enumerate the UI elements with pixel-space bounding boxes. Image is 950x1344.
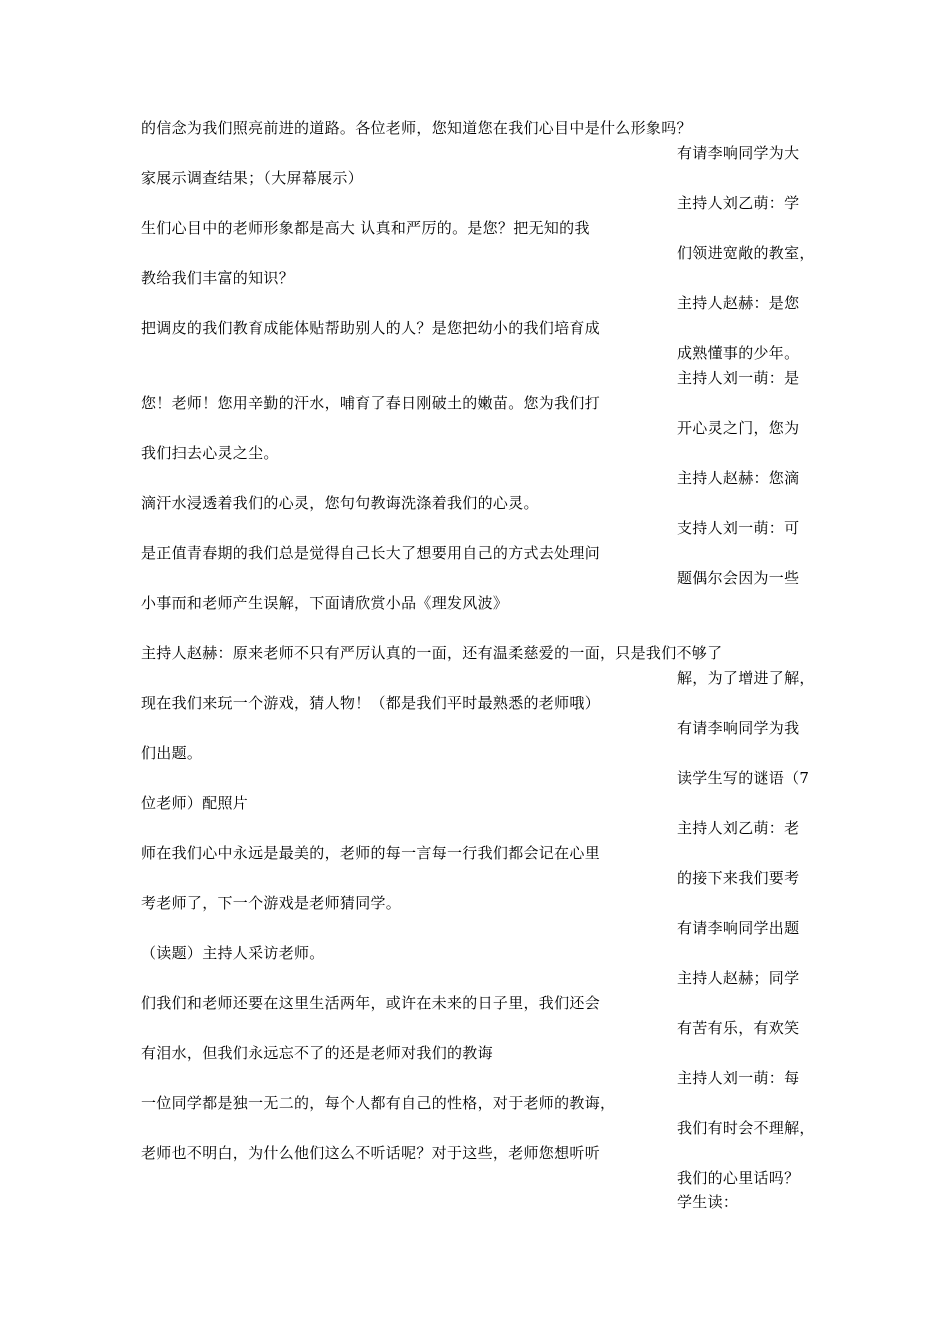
main-line-15: 师在我们心中永远是最美的，老师的每一言每一行我们都会记在心里 [141,844,601,862]
main-line-14: 位老师）配照片 [141,794,249,812]
main-line-1: 的信念为我们照亮前进的道路。各位老师，您知道您在我们心目中是什么形象吗？ [141,119,692,137]
side-line-18: 有苦有乐，有欢笑 [677,1019,800,1037]
main-line-9: 是正值青春期的我们总是觉得自己长大了想要用自己的方式去处理问 [141,544,601,562]
side-line-1: 有请李响同学为大 [677,144,800,162]
main-line-4: 教给我们丰富的知识？ [141,269,295,287]
side-line-19: 主持人刘一萌：每 [677,1069,800,1087]
main-line-5: 把调皮的我们教育成能体贴帮助别人的人？是您把幼小的我们培育成 [141,319,601,337]
main-line-19: 有泪水，但我们永远忘不了的还是老师对我们的教诲 [141,1044,493,1062]
side-line-5: 成熟懂事的少年。 [677,344,800,362]
side-line-20: 我们有时会不理解， [677,1119,815,1137]
main-line-21: 老师也不明白，为什么他们这么不听话呢？对于这些，老师您想听听 [141,1144,601,1162]
side-line-12: 有请李响同学为我 [677,719,800,737]
side-line-11: 解，为了增进了解， [677,669,815,687]
main-line-3: 生们心目中的老师形象都是高大 认真和严厉的。是您？把无知的我 [141,219,590,237]
side-line-9: 支持人刘一萌：可 [677,519,800,537]
main-line-10: 小事而和老师产生误解，下面请欣赏小品《理发风波》 [141,594,509,612]
main-line-6: 您！老师！您用辛勤的汗水，哺育了春日刚破土的嫩苗。您为我们打 [141,394,601,412]
main-line-16: 考老师了，下一个游戏是老师猜同学。 [141,894,402,912]
main-line-12: 现在我们来玩一个游戏，猜人物！（都是我们平时最熟悉的老师哦） [141,694,601,712]
side-line-10: 题偶尔会因为一些 [677,569,800,587]
side-line-15: 的接下来我们要考 [677,869,800,887]
side-line-17: 主持人赵赫；同学 [677,969,800,987]
main-line-13: 们出题。 [141,744,203,762]
main-line-8: 滴汗水浸透着我们的心灵，您句句教诲洗涤着我们的心灵。 [141,494,539,512]
main-line-17: （读题）主持人采访老师。 [141,944,325,962]
side-line-4: 主持人赵赫：是您 [677,294,800,312]
side-line-6: 主持人刘一萌：是 [677,369,800,387]
side-line-8: 主持人赵赫：您滴 [677,469,800,487]
side-line-16: 有请李响同学出题 [677,919,800,937]
side-line-14: 主持人刘乙萌：老 [677,819,800,837]
side-line-21: 我们的心里话吗？ [677,1169,800,1187]
side-line-3: 们领进宽敞的教室， [677,244,815,262]
main-line-18: 们我们和老师还要在这里生活两年，或许在未来的日子里，我们还会 [141,994,601,1012]
side-line-13: 读学生写的谜语（7 [677,769,810,787]
main-line-20: 一位同学都是独一无二的，每个人都有自己的性格，对于老师的教诲， [141,1094,616,1112]
side-line-2: 主持人刘乙萌：学 [677,194,800,212]
main-line-2: 家展示调查结果；（大屏幕展示） [141,169,364,187]
side-line-22: 学生读： [677,1193,739,1211]
main-line-11: 主持人赵赫：原来老师不只有严厉认真的一面，还有温柔慈爱的一面，只是我们不够了 [141,644,723,662]
side-line-7: 开心灵之门，您为 [677,419,800,437]
main-line-7: 我们扫去心灵之尘。 [141,444,279,462]
